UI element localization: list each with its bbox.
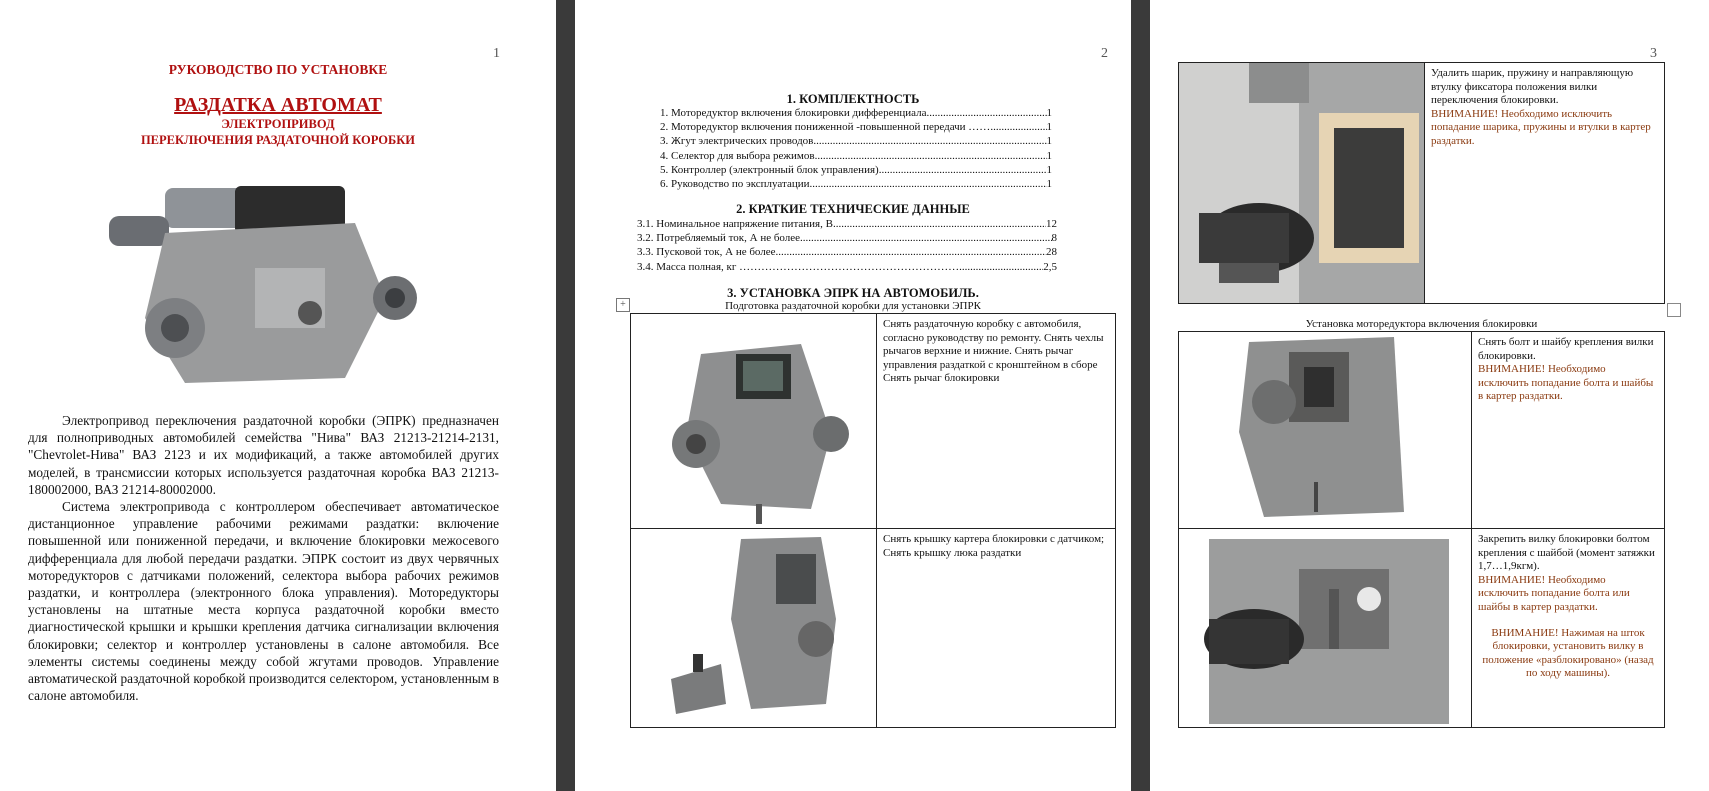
list-item: 3.4. Масса полная, кг …………………………………………………… ..... 2,5	[637, 260, 1057, 274]
intro-paragraph-2: Система электропривода с контроллером обеспечивает автоматическое дистанционное управление рабочими режимами раздатки: включение повышенной или пониженной передачи, и включение блокировки межосевого дифференциала для любой передачи раздатки. ЭПРК состоит из двух червячных моторедукторов с датчиками положений, селектора выбора рабочих режимов раздатки, и контроллера (электронного блока управления). Моторедукторы установлены на штатные места корпуса раздаточной коробки вместо диагностической крышки и крышки крепления датчика сигнализации включения блокировки; селектор и контроллер установлены в салоне автомобиля. Все элементы системы соединены между собой жгутами проводов. Управление автоматической раздаточной коробкой производится селектором, установленным в салоне автомобиля.	[28, 499, 499, 704]
section2-title: 2. КРАТКИЕ ТЕХНИЧЕСКИЕ ДАННЫЕ	[736, 202, 970, 216]
list-item: 3.1. Номинальное напряжение питания, В ..... 12	[637, 217, 1057, 231]
motor-install-table	[1178, 331, 1665, 728]
step4-warning: ВНИМАНИЕ! Необходимо исключить попадание болта и шайбы в картер раздатки.	[1478, 363, 1654, 403]
step3-instructions: Удалить шарик, пружину и направляющую втулку фиксатора положения вилки переключения блокировки.	[1431, 67, 1634, 107]
list-item: 1. Моторедуктор включения блокировки дифференциала ..... 1	[660, 106, 1052, 120]
step5-warning-2: ВНИМАНИЕ! Нажимая на шток блокировки, установить вилку в положение «разблокировано» (назад по ходу машины).	[1482, 626, 1654, 680]
step3-table	[1178, 62, 1665, 304]
document-page-1[interactable]	[0, 0, 556, 791]
fork-fix-photo	[1179, 529, 1471, 727]
step5-warning: ВНИМАНИЕ! Необходимо исключить попадание болта или шайбы в картер раздатки.	[1478, 573, 1630, 613]
document-page-3[interactable]	[1150, 0, 1709, 791]
table-move-handle-icon[interactable]: +	[616, 298, 630, 312]
document-page-2[interactable]	[575, 0, 1131, 791]
section1-title: 1. КОМПЛЕКТНОСТЬ	[786, 92, 920, 106]
table-resize-handle-icon[interactable]	[1667, 303, 1681, 317]
table-cell-text	[877, 314, 1116, 529]
package-contents-list	[660, 106, 1052, 191]
subtitle-line2: ПЕРЕКЛЮЧЕНИЯ РАЗДАТОЧНОЙ КОРОБКИ	[140, 133, 416, 147]
guide-title: РУКОВОДСТВО ПО УСТАНОВКЕ	[168, 62, 388, 77]
list-item: 3. Жгут электрических проводов ..... 1	[660, 134, 1052, 148]
step4-instructions: Снять болт и шайбу крепления вилки блокировки.	[1478, 336, 1654, 362]
step1-instructions: Снять раздаточную коробку с автомобиля, согласно руководству по ремонту. Снять чехлы рычагов верхние и нижние. Снять рычаг управления раздаткой с кронштейном в сборе Снять рычаг блокировки	[883, 318, 1104, 385]
page-number: 1	[493, 46, 500, 61]
list-item: 3.2. Потребляемый ток, А не более ..... 8	[637, 231, 1057, 245]
fork-bolt-photo	[1179, 332, 1471, 528]
preparation-table	[630, 313, 1116, 728]
table-cell-text	[1425, 63, 1665, 304]
list-item: 2. Моторедуктор включения пониженной -повышенной передачи …… ..... 1	[660, 120, 1052, 134]
list-item: 3.3. Пусковой ток, А не более ..... 28	[637, 245, 1057, 259]
list-item: 4. Селектор для выбора режимов ..... 1	[660, 149, 1052, 163]
table-cell-photo	[1179, 63, 1425, 304]
page-number: 2	[1101, 46, 1108, 61]
table-cell-photo	[1179, 332, 1472, 529]
technical-data-list	[637, 217, 1057, 274]
subtitle-line1: ЭЛЕКТРОПРИВОД	[221, 117, 335, 131]
table-cell-photo	[631, 529, 877, 728]
section3-caption: Подготовка раздаточной коробки для установки ЭПРК	[725, 300, 981, 312]
table-cell-text	[1472, 332, 1665, 529]
table-cell-text	[877, 529, 1116, 728]
table-cell-photo	[631, 314, 877, 529]
product-title: РАЗДАТКА АВТОМАТ	[174, 94, 382, 116]
detent-removal-photo	[1179, 63, 1424, 303]
gearbox-photo	[105, 178, 425, 393]
list-item: 6. Руководство по эксплуатации ..... 1	[660, 177, 1052, 191]
step2-instructions: Снять крышку картера блокировки с датчиком; Снять крышку люка раздатки	[883, 533, 1105, 559]
introduction-text	[28, 412, 499, 704]
step3-warning: ВНИМАНИЕ! Необходимо исключить попадание шарика, пружины и втулки в картер раздатки.	[1431, 107, 1651, 147]
page-number: 3	[1650, 46, 1657, 61]
section-caption: Установка моторедуктора включения блокировки	[1305, 318, 1538, 330]
table-cell-photo	[1179, 529, 1472, 728]
list-item: 5. Контроллер (электронный блок управления) ..... 1	[660, 163, 1052, 177]
intro-paragraph-1: Электропривод переключения раздаточной коробки (ЭПРК) предназначен для полноприводных автомобилей семейства "Нива" ВАЗ 21213-21214-2131, "Chevrolet-Нива" ВАЗ 2123 и их модификаций, а также автомобилей других моделей, в трансмиссии которых используется раздаточная коробка ВАЗ 21213-180002000, ВАЗ 21214-80002000.	[28, 413, 499, 497]
step5-instructions: Закрепить вилку блокировки болтом крепления с шайбой (момент затяжки 1,7…1,9кгм).	[1478, 533, 1655, 573]
gearbox-photo	[631, 314, 876, 528]
table-cell-text	[1472, 529, 1665, 728]
gearbox-parts-photo	[631, 529, 876, 727]
section3-title: 3. УСТАНОВКА ЭПРК НА АВТОМОБИЛЬ.	[727, 286, 979, 300]
